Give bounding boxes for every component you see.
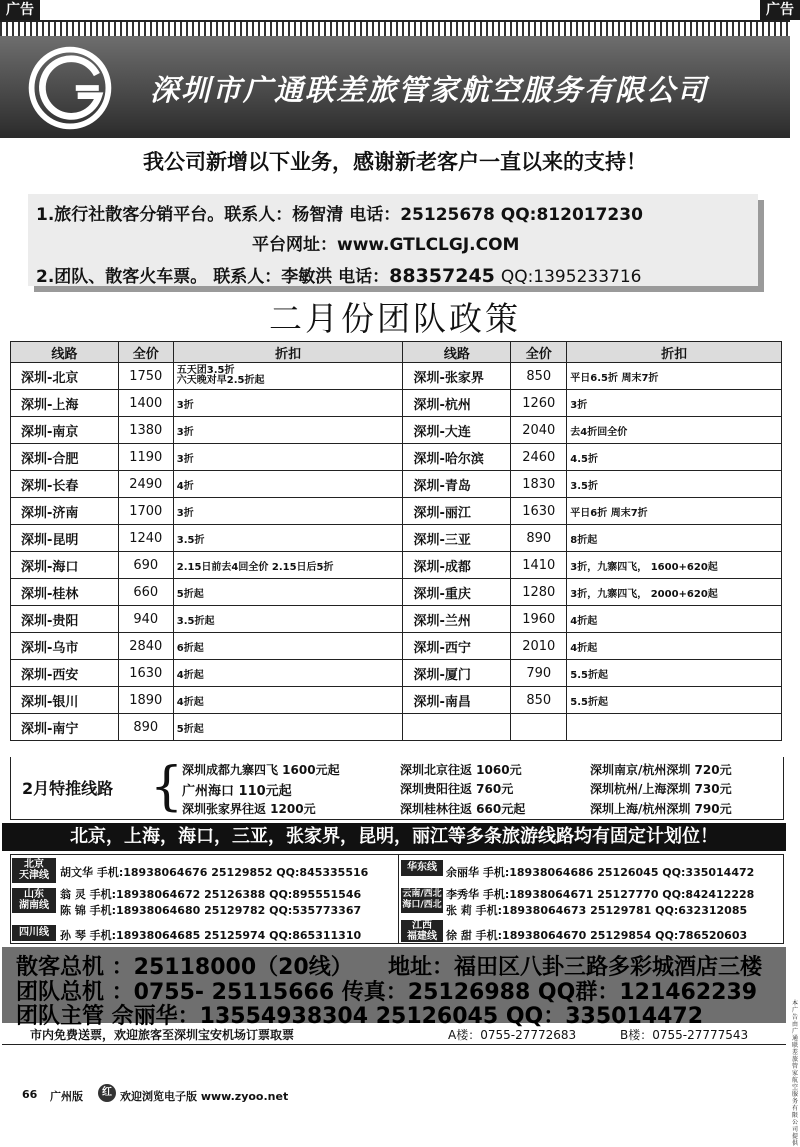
footer-a-building: A楼：0755-27772683 [448, 1028, 577, 1042]
page-edition: 广州版 [50, 1090, 83, 1103]
contact-line: 胡文华 手机:18938064676 25129852 QQ:845335516 [60, 866, 369, 879]
discount-cell: 4折起 [567, 606, 782, 633]
contact-line: 孙 琴 手机:18938064685 25125974 QQ:865311310 [60, 929, 362, 942]
business-line-1: 1.旅行社散客分销平台。联系人：杨智清 电话：25125678 QQ:812017230 [36, 205, 643, 225]
price-cell: 2840 [118, 633, 173, 660]
price-cell: 2010 [511, 633, 567, 660]
special-route: 深圳上海/杭州深圳 790元 [590, 802, 732, 816]
fixed-plan-banner: 北京，上海，海口，三亚，张家界，昆明，丽江等多条旅游线路均有固定计划位！ [2, 823, 786, 851]
table-row [11, 498, 782, 525]
route-cell: 深圳-海口 [11, 552, 119, 579]
price-cell: 790 [511, 660, 567, 687]
table-row [11, 714, 782, 741]
price-cell: 1190 [118, 444, 173, 471]
contact-line: 陈 锦 手机:18938064680 25129782 QQ:535773367 [60, 904, 362, 917]
table-row [11, 660, 782, 687]
table-row [11, 444, 782, 471]
price-cell: 1410 [511, 552, 567, 579]
contact-line: 余丽华 手机:18938064686 25126045 QQ:335014472 [446, 866, 755, 879]
contact-line: 李秀华 手机:18938064671 25127770 QQ:842412228 [446, 888, 755, 901]
price-cell: 1830 [511, 471, 567, 498]
region-badge: 江西 福建线 [401, 920, 443, 942]
table-row [11, 471, 782, 498]
discount-cell: 4折起 [173, 687, 403, 714]
discount-cell: 4折起 [567, 633, 782, 660]
route-cell: 深圳-昆明 [11, 525, 119, 552]
discount-cell: 平日6折 周末7折 [567, 498, 782, 525]
table-row [11, 633, 782, 660]
header-route: 线路 [403, 342, 511, 363]
discount-cell: 3折 [567, 390, 782, 417]
main-message: 我公司新增以下业务，感谢新老客户一直以来的支持！ [143, 150, 647, 174]
price-cell [511, 714, 567, 741]
route-cell: 深圳-南京 [11, 417, 119, 444]
route-cell: 深圳-哈尔滨 [403, 444, 511, 471]
price-cell: 1260 [511, 390, 567, 417]
policy-title: 二月份团队政策 [269, 299, 521, 338]
region-badge: 云南/西北 海口/西北 [401, 888, 443, 913]
route-cell [403, 714, 511, 741]
route-cell: 深圳-桂林 [11, 579, 119, 606]
route-cell: 深圳-张家界 [403, 363, 511, 390]
table-row [11, 552, 782, 579]
route-cell: 深圳-合肥 [11, 444, 119, 471]
route-cell: 深圳-贵阳 [11, 606, 119, 633]
special-route: 深圳贵阳往返 760元 [400, 782, 514, 796]
discount-cell: 3折 [173, 390, 403, 417]
discount-cell: 2.15日前去4回全价 2.15日后5折 [173, 552, 403, 579]
price-cell: 1630 [118, 660, 173, 687]
contact-line: 翁 灵 手机:18938064672 25126388 QQ:895551546 [60, 888, 362, 901]
route-cell: 深圳-南宁 [11, 714, 119, 741]
ad-label-right: 广告 [760, 0, 800, 20]
price-cell: 890 [511, 525, 567, 552]
brace-decoration: { [150, 757, 184, 817]
contact-line: 徐 甜 手机:18938064670 25129854 QQ:786520603 [446, 929, 748, 942]
special-route: 深圳桂林往返 660元起 [400, 802, 526, 816]
discount-cell: 3折，九寨四飞， 1600+620起 [567, 552, 782, 579]
region-badge: 山东 湖南线 [12, 888, 56, 913]
special-route: 深圳南京/杭州深圳 720元 [590, 763, 732, 777]
discount-cell: 5折起 [173, 579, 403, 606]
route-cell: 深圳-成都 [403, 552, 511, 579]
price-cell: 850 [511, 363, 567, 390]
price-cell: 1750 [118, 363, 173, 390]
discount-cell: 8折起 [567, 525, 782, 552]
header-route: 线路 [11, 342, 119, 363]
price-cell: 1400 [118, 390, 173, 417]
price-cell: 1240 [118, 525, 173, 552]
route-cell: 深圳-乌市 [11, 633, 119, 660]
business-line-3-text: 2.团队、散客火车票。 联系人：李敏洪 电话： [36, 267, 390, 287]
hotline-line-1b: 地址：福田区八卦三路多彩城酒店三楼 [388, 955, 763, 980]
route-cell: 深圳-兰州 [403, 606, 511, 633]
contact-line: 张 莉 手机:18938064673 25129781 QQ:632312085 [446, 904, 748, 917]
header-discount: 折扣 [173, 342, 403, 363]
route-cell: 深圳-南昌 [403, 687, 511, 714]
price-cell: 1280 [511, 579, 567, 606]
region-badge: 北京 天津线 [12, 858, 56, 883]
policy-table [10, 341, 782, 741]
region-badge: 华东线 [401, 860, 443, 876]
discount-cell: 3.5折 [567, 471, 782, 498]
discount-cell: 3.5折 [173, 525, 403, 552]
route-cell: 深圳-丽江 [403, 498, 511, 525]
discount-cell [173, 363, 403, 390]
company-name: 深圳市广通联差旅管家航空服务有限公司 [150, 73, 709, 107]
ad-label-left: 广告 [0, 0, 40, 20]
table-row [11, 525, 782, 552]
table-row [11, 687, 782, 714]
table-row [11, 417, 782, 444]
discount-cell: 6折起 [173, 633, 403, 660]
header-price: 全价 [511, 342, 567, 363]
special-route: 深圳北京往返 1060元 [400, 763, 522, 777]
price-cell: 1630 [511, 498, 567, 525]
price-cell: 1380 [118, 417, 173, 444]
discount-cell [567, 714, 782, 741]
route-cell: 深圳-大连 [403, 417, 511, 444]
discount-line: 六天晚对早2.5折起 [176, 375, 265, 386]
discount-line: 五天团3.5折 [176, 365, 235, 376]
price-cell: 890 [118, 714, 173, 741]
discount-cell: 去4折回全价 [567, 417, 782, 444]
route-cell: 深圳-上海 [11, 390, 119, 417]
discount-cell: 4折 [173, 471, 403, 498]
discount-cell: 5.5折起 [567, 687, 782, 714]
special-route: 深圳杭州/上海深圳 730元 [590, 782, 732, 796]
discount-cell: 3折 [173, 417, 403, 444]
route-cell: 深圳-银川 [11, 687, 119, 714]
route-cell: 深圳-三亚 [403, 525, 511, 552]
hotline-line-3: 团队主管 佘丽华：13554938304 25126045 QQ：335014472 [16, 1004, 703, 1029]
hotline-line-2: 团队总机 ：0755- 25115666 传真：25126988 QQ群：121462239 [16, 980, 758, 1005]
route-cell: 深圳-北京 [11, 363, 119, 390]
hotline-line-1a: 散客总机 ：25118000（20线） [16, 955, 353, 980]
discount-cell: 3折，九寨四飞， 2000+620起 [567, 579, 782, 606]
price-cell: 1700 [118, 498, 173, 525]
special-route: 深圳张家界往返 1200元 [182, 802, 316, 816]
company-logo-icon [22, 40, 118, 136]
page-number: 66 [22, 1088, 38, 1101]
table-row [11, 606, 782, 633]
price-cell: 1960 [511, 606, 567, 633]
route-cell: 深圳-厦门 [403, 660, 511, 687]
business-phone: 88357245 [389, 265, 495, 287]
region-badge: 四川线 [12, 925, 56, 941]
table-header-row [11, 342, 782, 363]
route-cell: 深圳-济南 [11, 498, 119, 525]
side-note: 本广告由广通联差旅管家航空服务有限公司提供 [792, 1000, 799, 1147]
route-cell: 深圳-西宁 [403, 633, 511, 660]
price-cell: 940 [118, 606, 173, 633]
price-cell: 2040 [511, 417, 567, 444]
header-discount: 折扣 [567, 342, 782, 363]
discount-cell: 5.5折起 [567, 660, 782, 687]
business-platform-url: 平台网址：www.GTLCLGJ.COM [252, 235, 520, 255]
discount-cell: 3.5折起 [173, 606, 403, 633]
business-qq: QQ:1395233716 [500, 267, 642, 287]
business-line-3 [36, 262, 641, 287]
footer-b-building: B楼：0755-27777543 [620, 1028, 749, 1042]
price-cell: 2460 [511, 444, 567, 471]
route-cell: 深圳-青岛 [403, 471, 511, 498]
paper-logo-icon: 红 [98, 1084, 116, 1102]
table-row [11, 390, 782, 417]
page-website: 欢迎浏览电子版 www.zyoo.net [120, 1090, 289, 1103]
price-cell: 690 [118, 552, 173, 579]
price-cell: 660 [118, 579, 173, 606]
special-routes-title: 2月特推线路 [22, 779, 114, 798]
special-route: 深圳成都九寨四飞 1600元起 [182, 763, 340, 777]
discount-cell: 3折 [173, 498, 403, 525]
route-cell: 深圳-西安 [11, 660, 119, 687]
table-row [11, 363, 782, 390]
price-cell: 850 [511, 687, 567, 714]
discount-cell: 4.5折 [567, 444, 782, 471]
discount-cell: 3折 [173, 444, 403, 471]
route-cell: 深圳-长春 [11, 471, 119, 498]
special-route: 广州海口 110元起 [182, 784, 292, 799]
discount-cell: 平日6.5折 周末7折 [567, 363, 782, 390]
discount-cell: 4折起 [173, 660, 403, 687]
discount-cell: 5折起 [173, 714, 403, 741]
route-cell: 深圳-杭州 [403, 390, 511, 417]
price-cell: 1890 [118, 687, 173, 714]
price-cell: 2490 [118, 471, 173, 498]
table-row [11, 579, 782, 606]
contacts-divider [398, 854, 399, 944]
header-price: 全价 [118, 342, 173, 363]
route-cell: 深圳-重庆 [403, 579, 511, 606]
footer-text: 市内免费送票，欢迎旅客至深圳宝安机场订票取票 [30, 1028, 295, 1042]
